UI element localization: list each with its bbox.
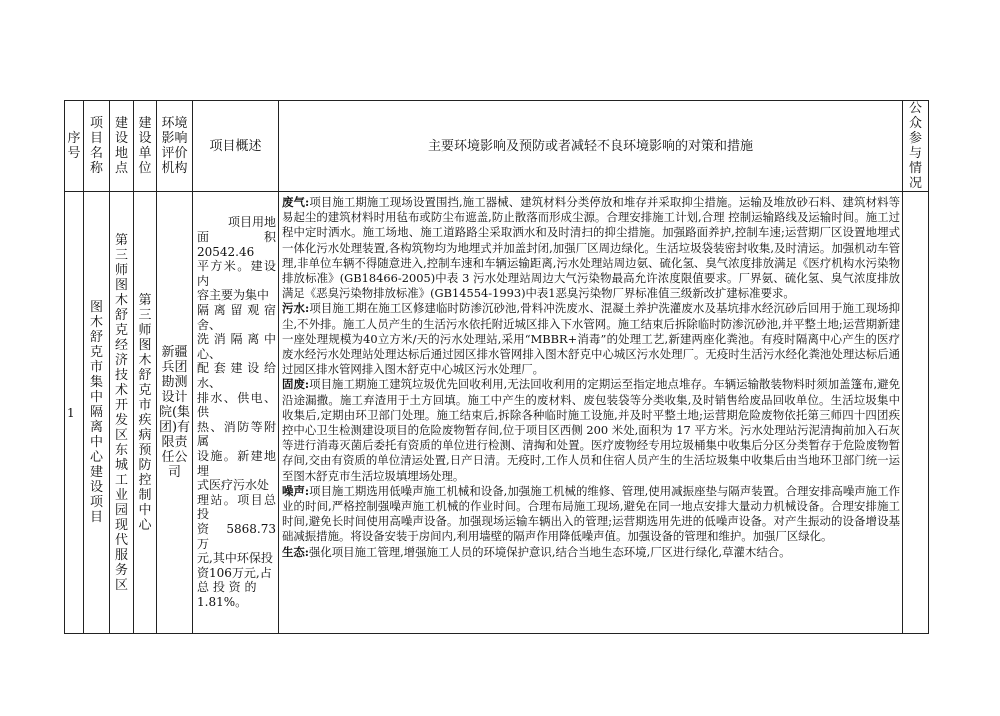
overview-line: 面积 20542.46 (197, 230, 276, 259)
measure-exhaust (282, 195, 900, 301)
measure-text: 项目施工期施工建筑垃圾优先回收利用,无法回收利用的定期运至指定地点堆存。车辆运输散装物料时须加盖篷布,避免沿途漏撒。施工弃渣用于土方回填。施工中产生的废材料、废包装袋等分类收集,及时销售给废品回收单位。生活垃圾集中收集后,定期由环卫部门处理。施工结束后,拆除各种临时施工设施,并及时平整土地;运营期危险废物依托第三师四十四团疾控中心卫生检测建设项目的危险废物暂存间,位于项目区西侧 200 米处,面积为 17 平方米。污水处理站污泥清掏前加入石灰等进行消毒灭菌后委托有资质的单位进行检测、清掏和处置。医疗废物经专用垃圾桶集中收集后分区分类暂存于危险废物暂存间,交由有资质的单位清运处置,日产日清。无疫时,工作人员和住宿人员产生的生活垃圾集中收集后由当地环卫部门统一运至图木舒克市生活垃圾填埋场处理。 (282, 377, 900, 483)
header-public: 公众 参与 情况 (903, 101, 929, 192)
cell-unit: 第三 师图 木舒 克市 疾病 预防 控制 中心 (134, 192, 157, 634)
eia-table (64, 100, 929, 634)
overview-line: 洗消隔离中心、 (197, 332, 276, 361)
cell-overview (193, 192, 279, 634)
measure-solid-waste (282, 377, 900, 483)
header-measures: 主要环境影响及预防或者减轻不良环境影响的对策和措施 (279, 101, 903, 192)
measure-noise (282, 484, 900, 545)
header-site: 建 设 地 点 (110, 101, 134, 192)
measure-label: 固废: (282, 377, 310, 392)
header-seq: 序 号 (65, 101, 84, 192)
cell-measures (279, 192, 903, 634)
header-row (65, 101, 929, 192)
overview-line: 容主要为集中 (197, 288, 270, 303)
overview-line: 资 5868.73 万 (197, 521, 276, 551)
overview-line: 平方米。建设内 (197, 259, 276, 288)
measure-text: 项目施工期施工现场设置围挡,施工器械、建筑材料分类停放和堆存并采取抑尘措施。运输及堆放砂石料、建筑材料等易起尘的建筑材料时用毡布或防尘布遮盖,防止散落而形成尘源。合理安排施工计划,合理 控制运输路线及运输时间。施工过程中定时洒水。施工场地、施工道路路尘采取洒水和及时清扫的抑尘措施。加强路面养护,控制车速;运营期厂区设置地埋式一体化污水处理装置,各构筑物均为地埋式并加盖封闭,加强厂区周边绿化。生活垃圾袋装密封收集,及时清运。加强机动车管理,非单位车辆不得随意进入,控制车速和车辆运输距离,污水处理站周边氨、硫化氢、臭气浓度排放满足《医疗机构水污染物排放标准》(GB18466-2005)中表 3 污水处理站周边大气污染物最高允许浓度限值要求。厂界氨、硫化氢、臭气浓度排放满足《恶臭污染物排放标准》(GB14554-1993)中表1恶臭污染物厂界标准值三级新改扩建标准要求。 (282, 195, 900, 301)
overview-line: 热、消防等附属 (197, 419, 276, 449)
overview-line: 设施。新建地埋 (197, 448, 276, 478)
cell-public (903, 192, 929, 634)
measure-label: 污水: (282, 301, 310, 316)
overview-line: 1.81%。 (197, 594, 248, 609)
header-eia-org: 环境 影响 评价 机构 (157, 101, 193, 192)
header-project-name: 项 目 名 称 (84, 101, 110, 192)
cell-project-name: 图 木 舒 克 市 集 中 隔 离 中 心 建 设 项 目 (84, 192, 110, 634)
overview-line: 资106万元,占 (197, 565, 272, 580)
measure-ecology (282, 545, 900, 560)
measure-label: 废气: (282, 195, 310, 209)
overview-line: 理站。项目总投 (197, 492, 276, 522)
measure-wastewater (282, 301, 900, 377)
cell-seq: 1 (65, 192, 84, 634)
measure-text: 项目施工期在施工区修建临时防渗沉砂池,骨料冲洗废水、混凝土养护洗灌废水及基坑排水经沉砂后回用于施工现场抑尘,不外排。施工人员产生的生活污水依托附近城区排入下水管网。施工结束后拆除临时防渗沉砂池,并平整土地;运营期新建一座处理规模为40立方米/天的污水处理站,采用“MBBR+消毒”的处理工艺,新建两座化粪池。有疫时隔离中心产生的医疗废水经污水处理站处理达标后通过园区排水管网排入图木舒克中心城区污水处理厂。无疫时生活污水经化粪池处理达标后通过园区排水管网排入图木舒克中心城区污水处理厂。 (282, 301, 900, 377)
measure-text: 项目施工期选用低噪声施工机械和设备,加强施工机械的维修、管理,使用减振座垫与隔声装置。合理安排高噪声施工作业的时间,严格控制强噪声施工机械的作业时间。合理布局施工现场,避免在同一地点安排大量动力机械设备。合理安排施工时间,避免长时间使用高噪声设备。加强现场运输车辆出入的管理;运营期选用先进的低噪声设备。对产生振动的设备增设基础减振措施。将设备安装于房间内,利用墙壁的隔声作用降低噪声值。加强设备的管理和维护。加强厂区绿化。 (282, 483, 900, 544)
table-row (65, 192, 929, 634)
measure-text: 强化项目施工管理,增强施工人员的环境保护意识,结合当地生态环境,厂区进行绿化,草灌木结合。 (309, 544, 791, 559)
overview-line: 项目用地 (227, 215, 276, 230)
header-unit: 建 设 单 位 (134, 101, 157, 192)
measure-label: 噪声: (282, 483, 310, 498)
overview-line: 总 投 资 的 (197, 580, 257, 595)
cell-site: 第三 师图 木舒 克经 济技 术开 发区 东城 工业 园现 代服 务区 (110, 192, 134, 634)
overview-line: 隔离留观宿舍、 (197, 303, 276, 332)
overview-line: 配套建设给水、 (197, 361, 276, 391)
overview-line: 式医疗污水处 (197, 478, 270, 493)
header-overview: 项目概述 (193, 101, 279, 192)
overview-line: 排水、供电、供 (197, 390, 276, 420)
measure-label: 生态: (282, 544, 309, 559)
cell-eia-org: 新疆 兵团 勘测 设计 院(集 团)有 限责 任公 司 (157, 192, 193, 634)
overview-line: 元,其中环保投 (197, 551, 273, 566)
